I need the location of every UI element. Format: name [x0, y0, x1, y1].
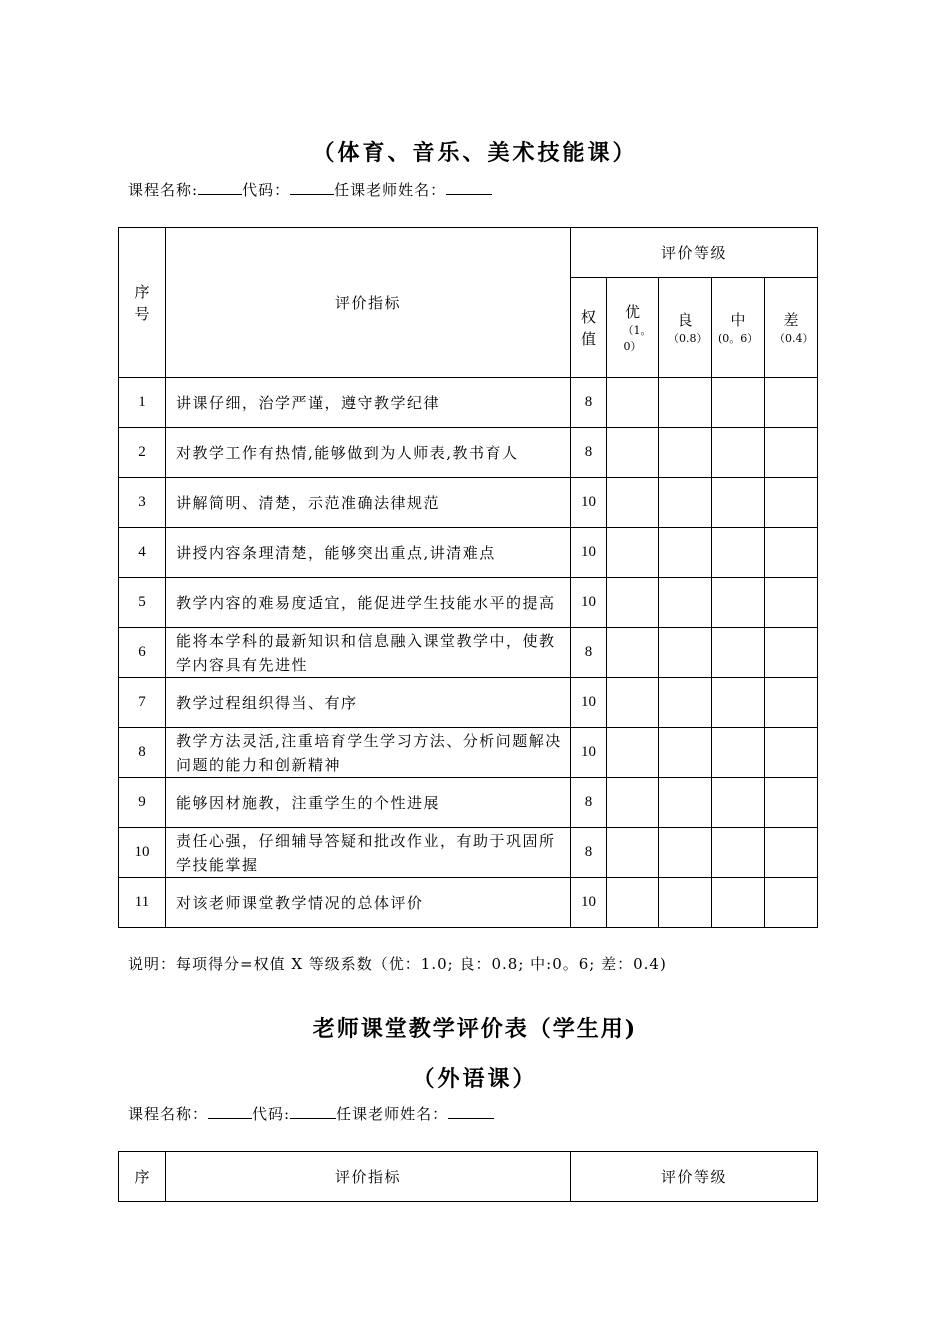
- cell-poor[interactable]: [765, 678, 818, 728]
- cell-medium[interactable]: [712, 528, 765, 578]
- row-number: 9: [119, 778, 166, 828]
- row-weight: 8: [571, 628, 607, 678]
- table-row: [119, 878, 818, 928]
- row-indicator: 对该老师课堂教学情况的总体评价: [166, 878, 571, 928]
- row-indicator: 讲解简明、清楚，示范准确法律规范: [166, 478, 571, 528]
- section2-subtitle: （外语课）: [412, 1066, 538, 1092]
- cell-poor[interactable]: [765, 878, 818, 928]
- excellent-coef: （1。0）: [622, 323, 652, 353]
- row-indicator: 能够因材施教，注重学生的个性进展: [166, 778, 571, 828]
- evaluation-table-2: [118, 1151, 818, 1202]
- course-name-label: 课程名称:: [128, 181, 199, 199]
- cell-poor[interactable]: [765, 828, 818, 878]
- cell-excellent[interactable]: [607, 828, 659, 878]
- row-weight: 8: [571, 778, 607, 828]
- table-row: [119, 528, 818, 578]
- row-number: 8: [119, 728, 166, 778]
- course-name-label: 课程名称：: [128, 1105, 209, 1123]
- row-weight: 10: [571, 878, 607, 928]
- cell-excellent[interactable]: [607, 578, 659, 628]
- header-index: 序: [119, 1152, 166, 1202]
- cell-excellent[interactable]: [607, 528, 659, 578]
- section1-subtitle: （体育、音乐、美术技能课）: [312, 140, 638, 166]
- header-poor: [765, 278, 818, 378]
- code-blank[interactable]: [290, 1104, 336, 1119]
- cell-medium[interactable]: [712, 678, 765, 728]
- row-number: 2: [119, 428, 166, 478]
- cell-good[interactable]: [659, 878, 712, 928]
- teacher-name-label: 任课老师姓名：: [334, 181, 447, 199]
- cell-medium[interactable]: [712, 478, 765, 528]
- scoring-note: 说明：每项得分=权值 X 等级系数（优：1.0; 良：0.8; 中:0。6; 差：0.4): [128, 955, 667, 973]
- cell-good[interactable]: [659, 378, 712, 428]
- cell-good[interactable]: [659, 828, 712, 878]
- table-row: [119, 678, 818, 728]
- header-index: 序号: [119, 228, 166, 378]
- section1-info-line: [128, 179, 492, 200]
- cell-excellent[interactable]: [607, 378, 659, 428]
- cell-poor[interactable]: [765, 628, 818, 678]
- cell-poor[interactable]: [765, 728, 818, 778]
- row-weight: 8: [571, 378, 607, 428]
- evaluation-table-1: [118, 227, 818, 928]
- row-indicator: 讲课仔细，治学严谨，遵守教学纪律: [166, 378, 571, 428]
- row-indicator: 能将本学科的最新知识和信息融入课堂教学中，使教学内容具有先进性: [166, 628, 571, 678]
- cell-good[interactable]: [659, 578, 712, 628]
- table-row: [119, 828, 818, 878]
- row-indicator: 教学方法灵活,注重培育学生学习方法、分析问题解决问题的能力和创新精神: [166, 728, 571, 778]
- header-good: [659, 278, 712, 378]
- cell-medium[interactable]: [712, 728, 765, 778]
- course-name-blank[interactable]: [208, 1104, 252, 1119]
- cell-good[interactable]: [659, 628, 712, 678]
- cell-medium[interactable]: [712, 828, 765, 878]
- row-indicator: 讲授内容条理清楚，能够突出重点,讲清难点: [166, 528, 571, 578]
- cell-excellent[interactable]: [607, 778, 659, 828]
- cell-poor[interactable]: [765, 578, 818, 628]
- header-indicator: 评价指标: [166, 228, 571, 378]
- section2-title: 老师课堂教学评价表（学生用): [312, 1016, 638, 1042]
- row-weight: 10: [571, 728, 607, 778]
- cell-medium[interactable]: [712, 628, 765, 678]
- row-weight: 10: [571, 578, 607, 628]
- row-number: 6: [119, 628, 166, 678]
- row-number: 10: [119, 828, 166, 878]
- header-excellent: [607, 278, 659, 378]
- cell-poor[interactable]: [765, 478, 818, 528]
- cell-good[interactable]: [659, 678, 712, 728]
- cell-medium[interactable]: [712, 378, 765, 428]
- row-weight: 10: [571, 528, 607, 578]
- header-indicator: 评价指标: [166, 1152, 571, 1202]
- code-label: 代码:: [252, 1105, 291, 1123]
- good-label: 良: [677, 310, 693, 329]
- cell-excellent[interactable]: [607, 478, 659, 528]
- row-number: 1: [119, 378, 166, 428]
- row-indicator: 教学内容的难易度适宜，能促进学生技能水平的提高: [166, 578, 571, 628]
- section2-info-line: [128, 1103, 494, 1124]
- cell-poor[interactable]: [765, 528, 818, 578]
- cell-good[interactable]: [659, 478, 712, 528]
- teacher-name-label: 任课老师姓名：: [336, 1105, 449, 1123]
- row-number: 11: [119, 878, 166, 928]
- cell-excellent[interactable]: [607, 628, 659, 678]
- cell-excellent[interactable]: [607, 878, 659, 928]
- medium-coef: (0。6）: [718, 331, 759, 345]
- row-number: 3: [119, 478, 166, 528]
- row-weight: 10: [571, 478, 607, 528]
- table-row: [119, 728, 818, 778]
- row-number: 5: [119, 578, 166, 628]
- table-row: [119, 578, 818, 628]
- cell-excellent[interactable]: [607, 678, 659, 728]
- medium-label: 中: [730, 310, 746, 329]
- row-indicator: 责任心强，仔细辅导答疑和批改作业，有助于巩固所学技能掌握: [166, 828, 571, 878]
- cell-poor[interactable]: [765, 778, 818, 828]
- table-row: [119, 628, 818, 678]
- code-blank[interactable]: [290, 180, 334, 195]
- header-medium: [712, 278, 765, 378]
- row-indicator: 教学过程组织得当、有序: [166, 678, 571, 728]
- header-grade-level: 评价等级: [571, 228, 818, 278]
- table-row: [119, 378, 818, 428]
- cell-poor[interactable]: [765, 378, 818, 428]
- row-weight: 8: [571, 828, 607, 878]
- cell-good[interactable]: [659, 528, 712, 578]
- excellent-label: 优: [624, 302, 640, 321]
- code-label: 代码：: [242, 181, 291, 199]
- header-weight: 权值: [571, 278, 607, 378]
- poor-label: 差: [783, 310, 799, 329]
- cell-good[interactable]: [659, 728, 712, 778]
- table-row: [119, 778, 818, 828]
- row-number: 4: [119, 528, 166, 578]
- poor-coef: （0.4）: [774, 331, 814, 345]
- row-number: 7: [119, 678, 166, 728]
- course-name-blank[interactable]: [198, 180, 242, 195]
- cell-excellent[interactable]: [607, 728, 659, 778]
- cell-medium[interactable]: [712, 778, 765, 828]
- table-row: [119, 478, 818, 528]
- teacher-name-blank[interactable]: [448, 1104, 494, 1119]
- row-indicator: 对教学工作有热情,能够做到为人师表,教书育人: [166, 428, 571, 478]
- cell-good[interactable]: [659, 428, 712, 478]
- table-row: [119, 428, 818, 478]
- row-weight: 8: [571, 428, 607, 478]
- header-grade-level: 评价等级: [571, 1152, 818, 1202]
- row-weight: 10: [571, 678, 607, 728]
- cell-excellent[interactable]: [607, 428, 659, 478]
- cell-poor[interactable]: [765, 428, 818, 478]
- cell-medium[interactable]: [712, 428, 765, 478]
- cell-medium[interactable]: [712, 578, 765, 628]
- cell-medium[interactable]: [712, 878, 765, 928]
- cell-good[interactable]: [659, 778, 712, 828]
- good-coef: （0.8）: [668, 331, 708, 345]
- teacher-name-blank[interactable]: [446, 180, 492, 195]
